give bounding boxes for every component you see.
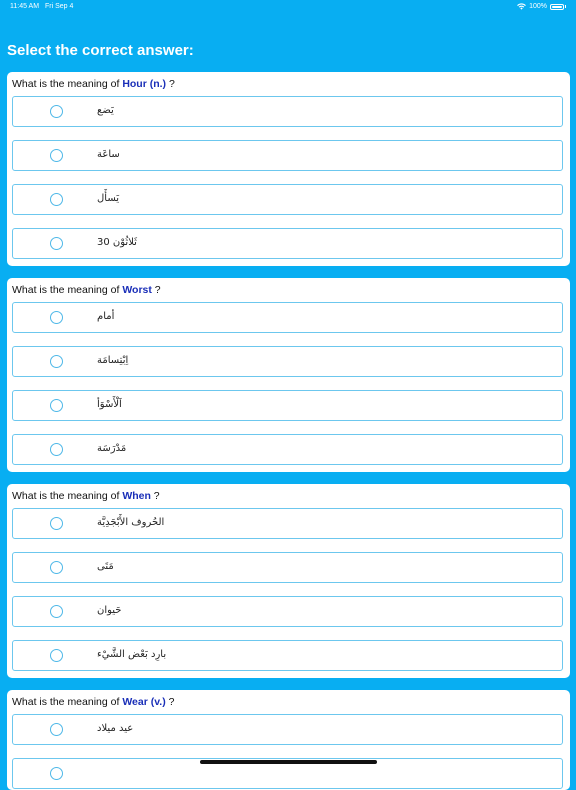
option-text: اِبْتِسامَة bbox=[97, 355, 129, 366]
question-text bbox=[12, 78, 175, 90]
status-bar bbox=[0, 0, 576, 14]
status-date: Fri Sep 4 bbox=[45, 3, 74, 10]
radio-button-icon[interactable] bbox=[50, 517, 63, 530]
question-suffix: ? bbox=[150, 490, 160, 502]
question-card bbox=[7, 484, 570, 678]
question-word: Hour (n.) bbox=[122, 78, 167, 90]
option-text: مَتَى bbox=[97, 561, 114, 572]
answer-option[interactable] bbox=[12, 96, 563, 127]
option-text: يَسأَل bbox=[97, 193, 120, 204]
answer-option[interactable] bbox=[12, 434, 563, 465]
radio-button-icon[interactable] bbox=[50, 649, 63, 662]
radio-button-icon[interactable] bbox=[50, 767, 63, 780]
radio-button-icon[interactable] bbox=[50, 561, 63, 574]
question-text bbox=[12, 696, 174, 708]
radio-button-icon[interactable] bbox=[50, 355, 63, 368]
status-time: 11:45 AM bbox=[10, 3, 40, 10]
question-suffix: ? bbox=[151, 284, 161, 296]
answer-option[interactable] bbox=[12, 640, 563, 671]
question-prefix: What is the meaning of bbox=[12, 490, 123, 502]
radio-button-icon[interactable] bbox=[50, 605, 63, 618]
wifi-icon bbox=[517, 3, 526, 10]
radio-button-icon[interactable] bbox=[50, 723, 63, 736]
option-text: عيد ميلاد bbox=[97, 723, 134, 734]
page-title: Select the correct answer: bbox=[7, 42, 194, 59]
question-card bbox=[7, 278, 570, 472]
answer-option[interactable] bbox=[12, 228, 563, 259]
answer-option[interactable] bbox=[12, 596, 563, 627]
answer-option[interactable] bbox=[12, 714, 563, 745]
question-prefix: What is the meaning of bbox=[12, 284, 123, 296]
battery-percent: 100% bbox=[529, 3, 547, 10]
question-prefix: What is the meaning of bbox=[12, 78, 123, 90]
answer-option[interactable] bbox=[12, 346, 563, 377]
radio-button-icon[interactable] bbox=[50, 443, 63, 456]
answer-option[interactable] bbox=[12, 552, 563, 583]
option-text: حَيوان bbox=[97, 605, 122, 616]
option-text: ساعَة bbox=[97, 149, 120, 160]
option-text: أمام bbox=[97, 311, 115, 322]
option-text: 30 ثَلاثُوْن bbox=[97, 237, 137, 248]
option-text: يَضع bbox=[97, 105, 114, 116]
radio-button-icon[interactable] bbox=[50, 399, 63, 412]
option-text: الحُروف الأَبْجَدِيَّة bbox=[97, 517, 165, 528]
radio-button-icon[interactable] bbox=[50, 237, 63, 250]
question-text bbox=[12, 490, 160, 502]
question-word: Wear (v.) bbox=[122, 696, 166, 708]
radio-button-icon[interactable] bbox=[50, 105, 63, 118]
answer-option[interactable] bbox=[12, 508, 563, 539]
status-right bbox=[517, 3, 566, 10]
battery-nub bbox=[565, 5, 566, 8]
option-text: بارِد بَعْض الشَّيْء bbox=[97, 649, 167, 660]
radio-button-icon[interactable] bbox=[50, 193, 63, 206]
option-text: مَدْرَسَة bbox=[97, 443, 127, 454]
question-prefix: What is the meaning of bbox=[12, 696, 123, 708]
question-word: Worst bbox=[122, 284, 152, 296]
question-card bbox=[7, 690, 570, 790]
answer-option[interactable] bbox=[12, 140, 563, 171]
battery-icon bbox=[550, 4, 564, 10]
question-card bbox=[7, 72, 570, 266]
question-text bbox=[12, 284, 161, 296]
answer-option[interactable] bbox=[12, 390, 563, 421]
option-text: اَلْأَسْوَأ bbox=[97, 399, 122, 410]
answer-option[interactable] bbox=[12, 302, 563, 333]
radio-button-icon[interactable] bbox=[50, 149, 63, 162]
home-indicator[interactable] bbox=[200, 760, 377, 764]
question-word: When bbox=[122, 490, 151, 502]
answer-option[interactable] bbox=[12, 184, 563, 215]
radio-button-icon[interactable] bbox=[50, 311, 63, 324]
question-suffix: ? bbox=[165, 696, 175, 708]
question-suffix: ? bbox=[166, 78, 175, 90]
